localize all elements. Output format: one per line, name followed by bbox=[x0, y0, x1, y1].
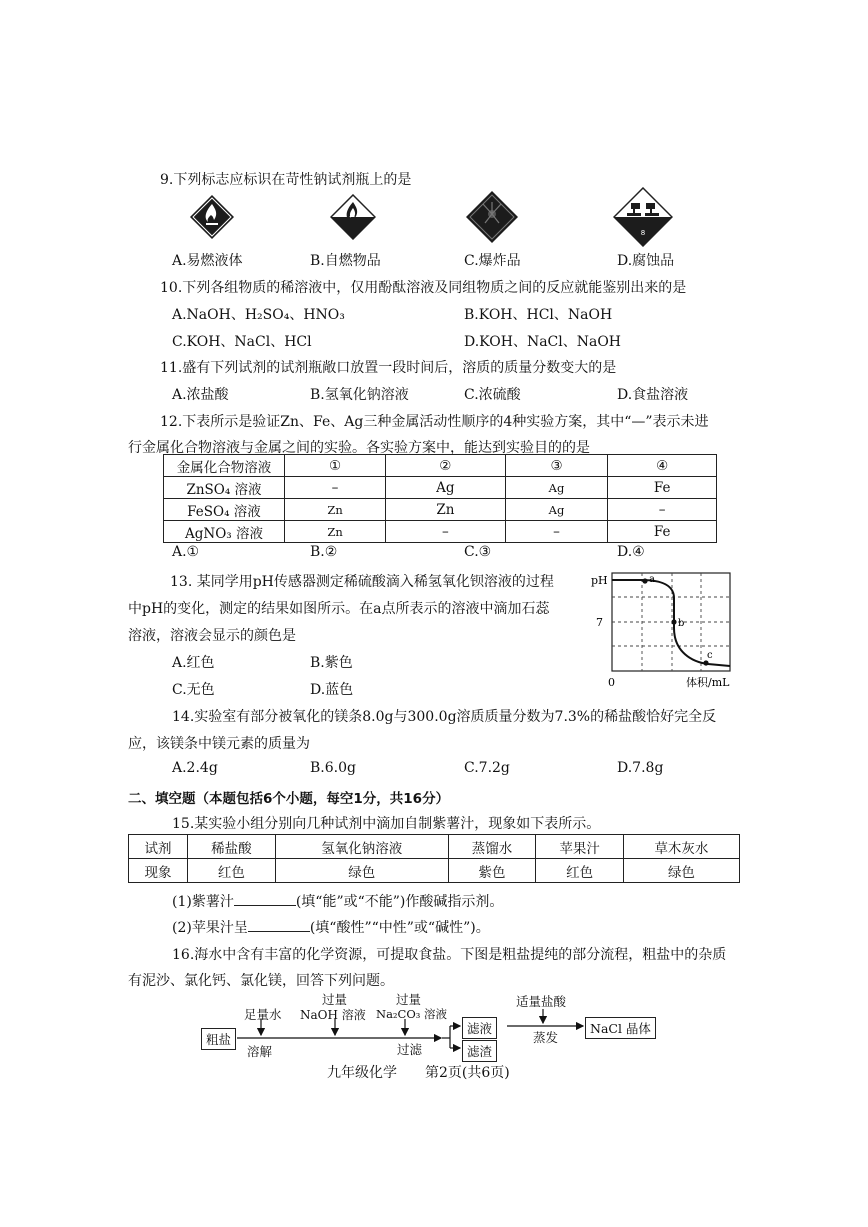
table-cell: Zn bbox=[285, 499, 386, 521]
q15-sub2-suffix: (填“酸性”“中性”或“碱性”)。 bbox=[309, 920, 490, 936]
q13-ph-chart bbox=[588, 568, 738, 694]
q11-option-c: C.浓硫酸 bbox=[464, 387, 521, 403]
table-cell: Zn bbox=[285, 521, 386, 543]
q9-option-b: B.自燃物品 bbox=[310, 253, 381, 269]
table-cell: 红色 bbox=[188, 859, 276, 883]
q12-stem-line2: 行金属化合物溶液与金属之间的实验。各实验方案中，能达到实验目的的是 bbox=[128, 440, 590, 456]
q9-option-a: A.易燃液体 bbox=[172, 253, 243, 269]
table-cell: Zn bbox=[386, 499, 506, 521]
table-cell: AgNO₃ 溶液 bbox=[164, 521, 285, 543]
table-cell: – bbox=[285, 477, 386, 499]
table-header-cell: 苹果汁 bbox=[536, 835, 624, 859]
q13-option-a: A.红色 bbox=[172, 655, 215, 671]
table-header-cell: ④ bbox=[608, 455, 717, 477]
q12-option-c: C.③ bbox=[464, 544, 492, 560]
flow-excess2-label: 过量 bbox=[396, 992, 422, 1007]
table-cell: 红色 bbox=[536, 859, 624, 883]
explosive-icon bbox=[465, 190, 519, 244]
table-cell: 现象 bbox=[129, 859, 188, 883]
table-cell: – bbox=[608, 499, 717, 521]
q9-stem: 9.下列标志应标识在苛性钠试剂瓶上的是 bbox=[160, 172, 412, 188]
svg-text:8: 8 bbox=[640, 229, 646, 237]
q11-option-a: A.浓盐酸 bbox=[172, 387, 229, 403]
table-header-cell: 氢氧化钠溶液 bbox=[275, 835, 448, 859]
table-cell: Ag bbox=[505, 477, 608, 499]
table-cell: ZnSO₄ 溶液 bbox=[164, 477, 285, 499]
q9-option-d: D.腐蚀品 bbox=[617, 253, 675, 269]
answer-blank[interactable] bbox=[248, 919, 310, 932]
q14-option-d: D.7.8g bbox=[617, 760, 664, 776]
flow-evaporate-label: 蒸发 bbox=[533, 1030, 559, 1045]
q16-stem-line2: 有泥沙、氯化钙、氯化镁，回答下列问题。 bbox=[128, 973, 394, 989]
q12-option-b: B.② bbox=[310, 544, 338, 560]
table-header-cell: 试剂 bbox=[129, 835, 188, 859]
table-header-cell: 草木灰水 bbox=[623, 835, 739, 859]
table-header-row bbox=[164, 455, 717, 477]
q13-option-d: D.蓝色 bbox=[310, 682, 354, 698]
table-cell: Fe bbox=[608, 521, 717, 543]
section-title: 二、填空题（本题包括6个小题，每空1分，共16分） bbox=[128, 791, 450, 807]
table-cell: – bbox=[386, 521, 506, 543]
q14-option-b: B.6.0g bbox=[310, 760, 356, 776]
table-header-row bbox=[129, 835, 740, 859]
q14-stem-line2: 应，该镁条中镁元素的质量为 bbox=[128, 736, 310, 752]
q13-option-c: C.无色 bbox=[172, 682, 215, 698]
spontaneous-combustion-icon bbox=[330, 194, 376, 240]
point-c bbox=[703, 660, 708, 665]
page-footer: 九年级化学 第2页(共6页) bbox=[327, 1065, 510, 1081]
point-label-b: b bbox=[678, 618, 685, 629]
q10-option-a: A.NaOH、H₂SO₄、HNO₃ bbox=[172, 307, 345, 323]
table-row bbox=[129, 859, 740, 883]
table-header-cell: ② bbox=[386, 455, 506, 477]
q14-option-a: A.2.4g bbox=[172, 760, 218, 776]
table-row bbox=[164, 521, 717, 543]
q9-option-c: C.爆炸品 bbox=[464, 253, 521, 269]
point-a bbox=[642, 578, 647, 583]
flow-water-label: 足量水 bbox=[244, 1007, 282, 1022]
q11-stem: 11.盛有下列试剂的试剂瓶敞口放置一段时间后，溶质的质量分数变大的是 bbox=[160, 360, 617, 376]
q15-stem: 15.某实验小组分别向几种试剂中滴加自制紫薯汁，现象如下表所示。 bbox=[172, 816, 601, 832]
chart-ylabel: pH bbox=[591, 574, 608, 587]
answer-blank[interactable] bbox=[234, 893, 296, 906]
q13-option-b: B.紫色 bbox=[310, 655, 353, 671]
q12-option-d: D.④ bbox=[617, 544, 645, 560]
q10-option-b: B.KOH、HCl、NaOH bbox=[464, 307, 613, 323]
flow-dissolve-label: 溶解 bbox=[247, 1044, 273, 1059]
q16-stem-line1: 16.海水中含有丰富的化学资源，可提取食盐。下图是粗盐提纯的部分流程，粗盐中的杂质 bbox=[172, 947, 727, 963]
q10-stem: 10.下列各组物质的稀溶液中，仅用酚酞溶液及同组物质之间的反应就能鉴别出来的是 bbox=[160, 280, 687, 296]
table-header-cell: 稀盐酸 bbox=[188, 835, 276, 859]
flow-start-box: 粗盐 bbox=[201, 1028, 236, 1050]
table-cell: Ag bbox=[386, 477, 506, 499]
q15-sub1-suffix: (填“能”或“不能”)作酸碱指示剂。 bbox=[295, 894, 504, 910]
q13-stem-line2: 中pH的变化，测定的结果如图所示。在a点所表示的溶液中滴加石蕊 bbox=[128, 601, 550, 617]
flow-excess1-label: 过量 bbox=[322, 992, 348, 1007]
q10-option-c: C.KOH、NaCl、HCl bbox=[172, 334, 312, 350]
table-cell: 绿色 bbox=[623, 859, 739, 883]
q15-sub2 bbox=[172, 917, 490, 937]
q15-sub1 bbox=[172, 891, 503, 911]
table-header-cell: 金属化合物溶液 bbox=[164, 455, 285, 477]
table-header-cell: ① bbox=[285, 455, 386, 477]
flow-filtrate-box: 滤液 bbox=[462, 1017, 497, 1039]
flow-residue-box: 滤渣 bbox=[462, 1040, 497, 1062]
q13-stem-line3: 溶液，溶液会显示的颜色是 bbox=[128, 628, 296, 644]
point-label-c: c bbox=[707, 650, 713, 661]
q12-option-a: A.① bbox=[172, 544, 200, 560]
q14-option-c: C.7.2g bbox=[464, 760, 510, 776]
table-cell: Ag bbox=[505, 499, 608, 521]
q13-stem-line1: 13. 某同学用pH传感器测定稀硫酸滴入稀氢氧化钡溶液的过程 bbox=[170, 574, 554, 590]
flow-naoh-label: NaOH 溶液 bbox=[300, 1008, 366, 1022]
q12-stem-line1: 12.下表所示是验证Zn、Fe、Ag三种金属活动性顺序的4种实验方案，其中“—”表示未进 bbox=[160, 414, 709, 430]
flame-icon bbox=[189, 194, 235, 240]
flow-na2co3-label: Na₂CO₃ 溶液 bbox=[376, 1007, 448, 1021]
q12-table bbox=[163, 454, 717, 543]
q10-option-d: D.KOH、NaCl、NaOH bbox=[464, 334, 622, 350]
q15-sub1-prefix: (1)紫薯汁 bbox=[172, 894, 234, 910]
table-cell: 绿色 bbox=[275, 859, 448, 883]
table-cell: Fe bbox=[608, 477, 717, 499]
flow-filter-label: 过滤 bbox=[397, 1042, 423, 1057]
q11-option-d: D.食盐溶液 bbox=[617, 387, 689, 403]
table-cell: FeSO₄ 溶液 bbox=[164, 499, 285, 521]
chart-origin: 0 bbox=[608, 676, 615, 689]
table-cell: 紫色 bbox=[448, 859, 536, 883]
q15-sub2-prefix: (2)苹果汁呈 bbox=[172, 920, 248, 936]
q15-table bbox=[128, 834, 740, 883]
corrosive-icon bbox=[613, 187, 673, 247]
table-row bbox=[164, 477, 717, 499]
table-row bbox=[164, 499, 717, 521]
chart-xlabel: 体积/mL bbox=[686, 676, 730, 689]
q14-stem-line1: 14.实验室有部分被氧化的镁条8.0g与300.0g溶质质量分数为7.3%的稀盐酸恰好完全反 bbox=[172, 709, 717, 725]
table-header-cell: 蒸馏水 bbox=[448, 835, 536, 859]
point-label-a: a bbox=[649, 574, 655, 585]
flow-product-box: NaCl 晶体 bbox=[585, 1017, 656, 1039]
q11-option-b: B.氢氧化钠溶液 bbox=[310, 387, 409, 403]
table-header-cell: ③ bbox=[505, 455, 608, 477]
flow-hcl-label: 适量盐酸 bbox=[516, 994, 567, 1009]
chart-y-tick: 7 bbox=[596, 616, 603, 629]
point-b bbox=[671, 619, 676, 624]
table-cell: – bbox=[505, 521, 608, 543]
